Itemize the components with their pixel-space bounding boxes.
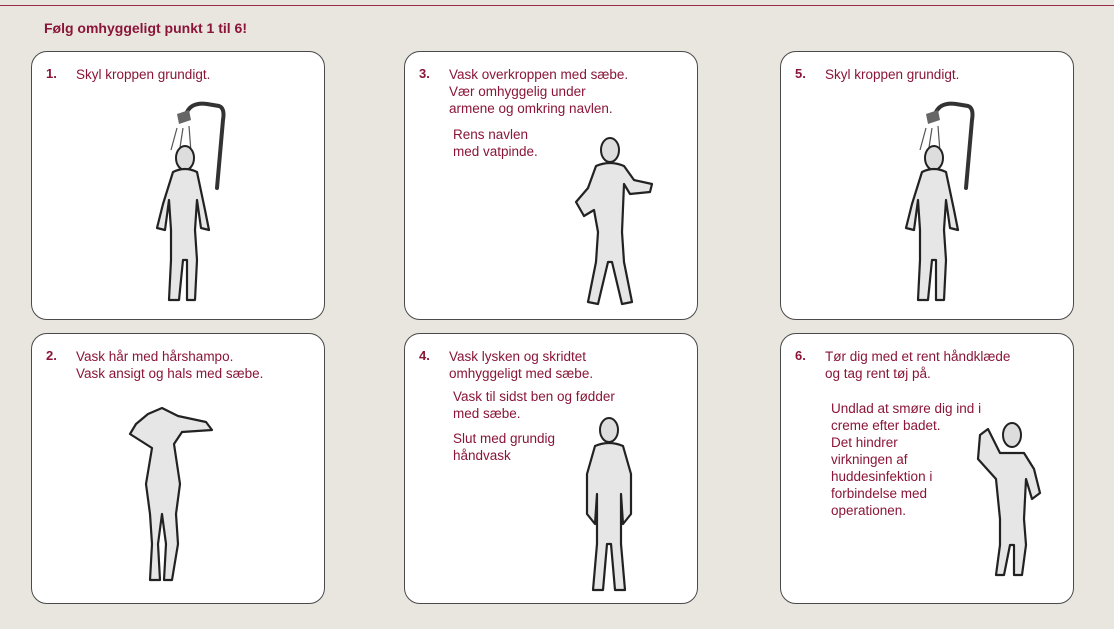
washing-groin-figure-icon [575, 414, 645, 594]
step-card-6 [780, 333, 1074, 604]
step-number: 4. [419, 348, 430, 363]
step-text: Vask overkroppen med sæbe. Vær omhyggelig under armene og omkring navlen. [449, 67, 629, 116]
step-number: 6. [795, 348, 806, 363]
shower-figure-icon [896, 100, 976, 310]
step-text: Skyl kroppen grundigt. [825, 67, 960, 82]
step-number: 5. [795, 66, 806, 81]
step-card-2 [31, 333, 325, 604]
step-number: 3. [419, 66, 430, 81]
step-card-5 [780, 51, 1074, 320]
step-subtext-2: Slut med grundig håndvask [453, 431, 556, 463]
washing-torso-figure-icon [560, 132, 660, 312]
step-text: Tør dig med et rent håndklæde og tag rent tøj på. [825, 349, 1011, 381]
shower-figure-icon [147, 100, 227, 310]
step-card-3 [404, 51, 698, 320]
drying-figure-icon [966, 419, 1046, 579]
washing-hair-figure-icon [122, 404, 222, 584]
step-text: Vask hår med hårshampo. Vask ansigt og hals med sæbe. [76, 349, 264, 381]
step-subtext: Undlad at smøre dig ind i creme efter badet. Det hindrer virkningen af huddesinfektion i forbindelse med operationen. [831, 401, 982, 518]
step-subtext: Rens navlen med vatpinde. [453, 127, 538, 159]
step-subtext: Vask til sidst ben og fødder med sæbe. [453, 389, 615, 421]
top-divider [0, 5, 1114, 6]
step-text: Skyl kroppen grundigt. [76, 67, 211, 82]
step-card-4 [404, 333, 698, 604]
page-heading: Følg omhyggeligt punkt 1 til 6! [44, 20, 247, 36]
step-card-1 [31, 51, 325, 320]
step-text: Vask lysken og skridtet omhyggeligt med sæbe. [449, 349, 594, 381]
step-number: 1. [46, 66, 57, 81]
step-number: 2. [46, 348, 57, 363]
